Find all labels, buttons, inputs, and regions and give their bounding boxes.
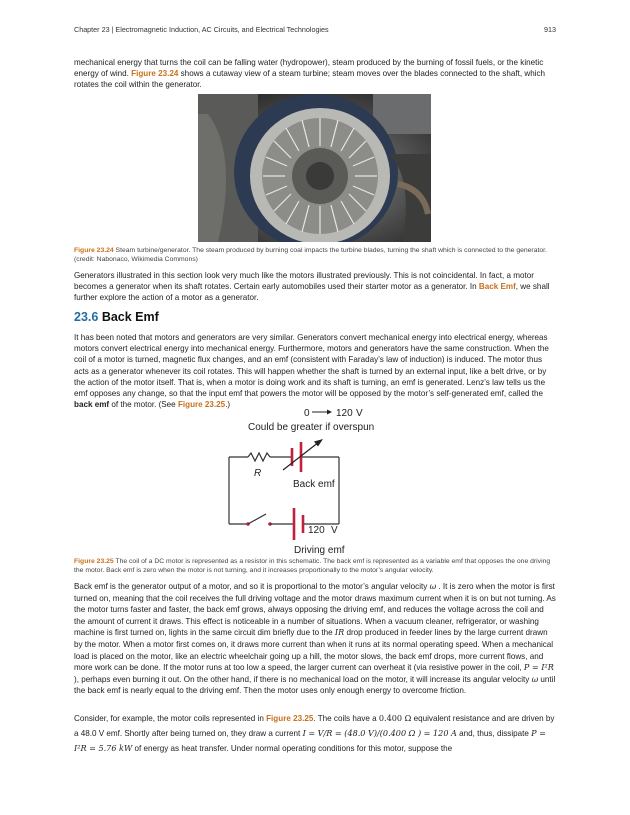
output-text-d: ), perhaps even burning it out. On the other hand, if there is no mechanical load on the motor, it will increase its angular velocity: [74, 674, 532, 684]
resistor: [248, 453, 270, 461]
consider-text-a: Consider, for example, the motor coils represented in: [74, 714, 267, 723]
output-text-c: drop produced in feeder lines by the large current drawn by the motor. When a motor first comes on, it draws more current than when it runs at its normal operating speed. When a mechanical load is placed on the motor, like an electric wheelchair going up a hill, the motor slows, the back emf drops, more current flows, and more work can be done. If the motor runs at too low a speed, the larger current can overheat it (via resistive power in the coil,: [74, 628, 554, 673]
page-number: 913: [544, 25, 556, 34]
generators-text-2: , we shall further explore the action of a motor as a generator.: [74, 282, 550, 303]
generators-paragraph: [74, 270, 556, 304]
section-number: 23.6: [74, 310, 99, 324]
resistance-value: 0.400 Ω: [378, 713, 412, 723]
running-header-chapter: Chapter 23 | Electromagnetic Induction, AC Circuits, and Electrical Technologies: [74, 25, 329, 34]
resistor-label: R: [254, 468, 262, 479]
figure-23-24-link[interactable]: Figure 23.24: [131, 69, 179, 79]
figure-23-24-caption: [74, 247, 556, 264]
range-right: 120: [336, 408, 353, 419]
figure-23-25-link-2[interactable]: Figure 23.25: [266, 714, 314, 723]
back-emf-label: Back emf: [293, 479, 335, 490]
power-formula: P = I²R: [523, 662, 554, 673]
consider-text-c: equivalent resistance and are driven by a 48.0 V emf. Shortly after being turned on, they draw a current: [74, 714, 555, 738]
section-heading: [74, 310, 159, 324]
consider-text-b: . The coils have a: [313, 714, 379, 723]
driving-unit: V: [331, 525, 338, 536]
intro-paragraph: [74, 57, 556, 91]
figure-23-25-caption: [74, 558, 556, 575]
consider-text-d: and, thus, dissipate: [456, 729, 532, 738]
switch-lever: [248, 514, 266, 524]
ir-symbol: IR: [334, 627, 345, 638]
figure-23-25-label: Figure 23.25: [74, 558, 114, 565]
output-text-b: . It is zero when the motor is first turned on, meaning that the coil receives the full driving voltage and the motor draws maximum current when it is on but not turning. As the motor turns faster and faster, the back emf grows, always opposing the driving emf, and reduces the voltage across the coil and the amount of current it draws. This effect is noticeable in a number of situations. When a vacuum cleaner, refrigerator, or washing machine is first turned on, lights in the same circuit dim briefly due to the: [74, 582, 556, 638]
dissipation-formula: P = I²R = 5.76 kW: [74, 728, 546, 753]
back-emf-text-1: It has been noted that motors and generators are very similar. Generators convert mechanical energy into electrical energy, whereas motors convert electrical energy into mechanical energy. Furthermore, motors and generators have the same construction. When the coil of a motor is turned, magnetic flux changes, and an emf (consistent with Faraday’s law of induction) is induced. The motor thus acts as a generator whenever its coil rotates. This will happen whether the shaft is turned by an external input, like a belt drive, or by the action of the motor itself. That is, when a motor is doing work and its shaft is turning, an emf is generated. Lenz’s law tells us the emf opposes any change, so that the input emf that powers the motor will be opposed by the motor’s self-generated emf, called the: [74, 333, 549, 399]
omega-symbol-2: ω: [531, 673, 539, 684]
back-emf-paragraph: [74, 332, 556, 410]
back-emf-circuit-diagram: [186, 402, 444, 556]
omega-symbol: ω: [429, 581, 437, 591]
driving-voltage: 120: [308, 525, 325, 536]
diagram-subtitle: Could be greater if overspun: [248, 422, 375, 433]
back-emf-term: back emf: [74, 400, 110, 410]
intro-text-1: mechanical energy that turns the coil can be falling water (hydropower), steam produced by the burning of fossil fuels, or the kinetic energy of wind.: [74, 58, 544, 79]
range-arrowhead: [327, 410, 332, 415]
range-left: 0: [304, 408, 310, 419]
back-emf-link[interactable]: Back Emf: [478, 282, 516, 292]
figure-23-25-caption-text: The coil of a DC motor is represented as a resistor in this schematic. The back emf is represented as a variable emf that opposes the one driving the motor. Back emf is zero when the motor is not turning, and it increases proportionally to the motor’s angular velocity.: [74, 558, 551, 574]
back-emf-text-3: .): [225, 400, 231, 410]
driving-emf-label: Driving emf: [294, 545, 345, 556]
figure-23-25-link[interactable]: Figure 23.25: [177, 400, 226, 410]
output-paragraph: [74, 581, 556, 697]
figure-23-24-label: Figure 23.24: [74, 247, 114, 254]
range-unit: V: [356, 408, 363, 419]
section-title: Back Emf: [98, 310, 159, 324]
back-emf-text-2: of the motor. (See: [109, 400, 178, 410]
current-formula: I = V/R = (48.0 V)/(0.400 Ω ) = 120 A: [302, 728, 457, 738]
figure-23-24-caption-text: Steam turbine/generator. The steam produced by burning coal impacts the turbine blades, turning the shaft which is connected to the generator. (credit: Nabonaco, Wikimedia Commons): [74, 247, 547, 263]
consider-paragraph: [74, 711, 556, 756]
output-text-a: Back emf is the generator output of a motor, and so it is proportional to the motor’s angular velocity: [74, 582, 430, 591]
intro-text-2: shows a cutaway view of a steam turbine; steam moves over the blades connected to the shaft, which rotates the coil within the generator.: [74, 69, 546, 90]
consider-text-e: of energy as heat transfer. Under normal operating conditions for this motor, suppose the: [132, 744, 453, 753]
generators-text-1: Generators illustrated in this section look very much like the motors illustrated previously. This is not coincidental. In fact, a motor becomes a generator when its shaft rotates. Certain early automobiles used their starter motor as a generator. In: [74, 271, 534, 292]
output-text-e: until the back emf is nearly equal to the driving emf. Then the motor uses only enough energy to overcome friction.: [74, 674, 556, 696]
steam-turbine-photo: [198, 94, 431, 242]
